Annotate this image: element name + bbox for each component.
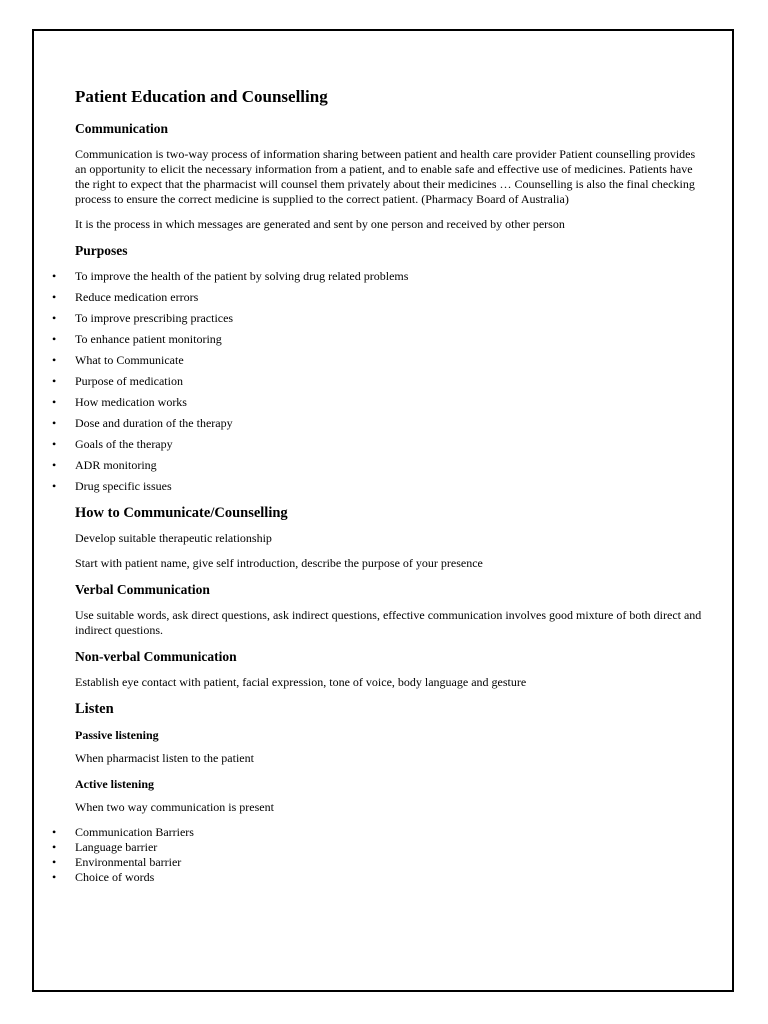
document-title: Patient Education and Counselling [75,87,328,106]
list-item: • Language barrier [52,840,158,854]
bullet-icon: • [52,870,57,884]
bullet-icon: • [52,825,57,839]
list-item: • Dose and duration of the therapy [52,416,233,430]
how-to-paragraph-1: Develop suitable therapeutic relationship [75,531,272,545]
purposes-heading: Purposes [75,243,128,258]
listen-heading: Listen [75,701,114,717]
list-item: • Reduce medication errors [52,290,199,304]
bullet-icon: • [52,269,57,283]
passive-listening-text: When pharmacist listen to the patient [75,751,254,765]
document-body [52,86,705,885]
list-item: • Goals of the therapy [52,437,173,451]
active-listening-heading: Active listening [75,777,154,791]
list-item: • To enhance patient monitoring [52,332,222,346]
passive-listening-heading: Passive listening [75,728,159,742]
list-item: • Environmental barrier [52,855,182,869]
communication-paragraph-1: Communication is two-way process of information sharing between patient and health care provider Patient counselling provides an opportunity to elicit the necessary information from a patient, and to enable safe and effective use of medicines. Patients have the right to expect that the pharmacist will counsel them privately about their medicines … Counselling is also the final checking process to ensure the correct medicine is supplied to the correct patient. (Pharmacy Board of Australia) [75,147,696,206]
how-to-communicate-heading: How to Communicate/Counselling [75,505,288,521]
nonverbal-communication-heading: Non-verbal Communication [75,649,237,664]
verbal-communication-paragraph: Use suitable words, ask direct questions, ask indirect questions, effective communication involves good mixture of both direct and indirect questions. [75,608,702,637]
nonverbal-communication-paragraph: Establish eye contact with patient, facial expression, tone of voice, body language and gesture [75,675,527,689]
purposes-list [52,269,705,494]
list-item: • Drug specific issues [52,479,172,493]
list-item: • To improve prescribing practices [52,311,234,325]
list-item: • How medication works [52,395,187,409]
list-item: • To improve the health of the patient by solving drug related problems [52,269,409,283]
list-item: • ADR monitoring [52,458,157,472]
bullet-icon: • [52,332,57,346]
list-item: • Communication Barriers [52,825,194,839]
bullet-icon: • [52,395,57,409]
bullet-icon: • [52,840,57,854]
how-to-paragraph-2: Start with patient name, give self introduction, describe the purpose of your presence [75,556,483,570]
bullet-icon: • [52,458,57,472]
bullet-icon: • [52,311,57,325]
verbal-communication-heading: Verbal Communication [75,582,210,597]
bullet-icon: • [52,416,57,430]
bullet-icon: • [52,437,57,451]
barriers-list [52,825,705,885]
list-item: • Choice of words [52,870,155,884]
communication-heading: Communication [75,121,169,136]
bullet-icon: • [52,290,57,304]
list-item: • Purpose of medication [52,374,183,388]
bullet-icon: • [52,855,57,869]
list-item: • What to Communicate [52,353,184,367]
bullet-icon: • [52,479,57,493]
bullet-icon: • [52,353,57,367]
communication-paragraph-2: It is the process in which messages are generated and sent by one person and received by other person [75,217,565,231]
bullet-icon: • [52,374,57,388]
active-listening-text: When two way communication is present [75,800,274,814]
